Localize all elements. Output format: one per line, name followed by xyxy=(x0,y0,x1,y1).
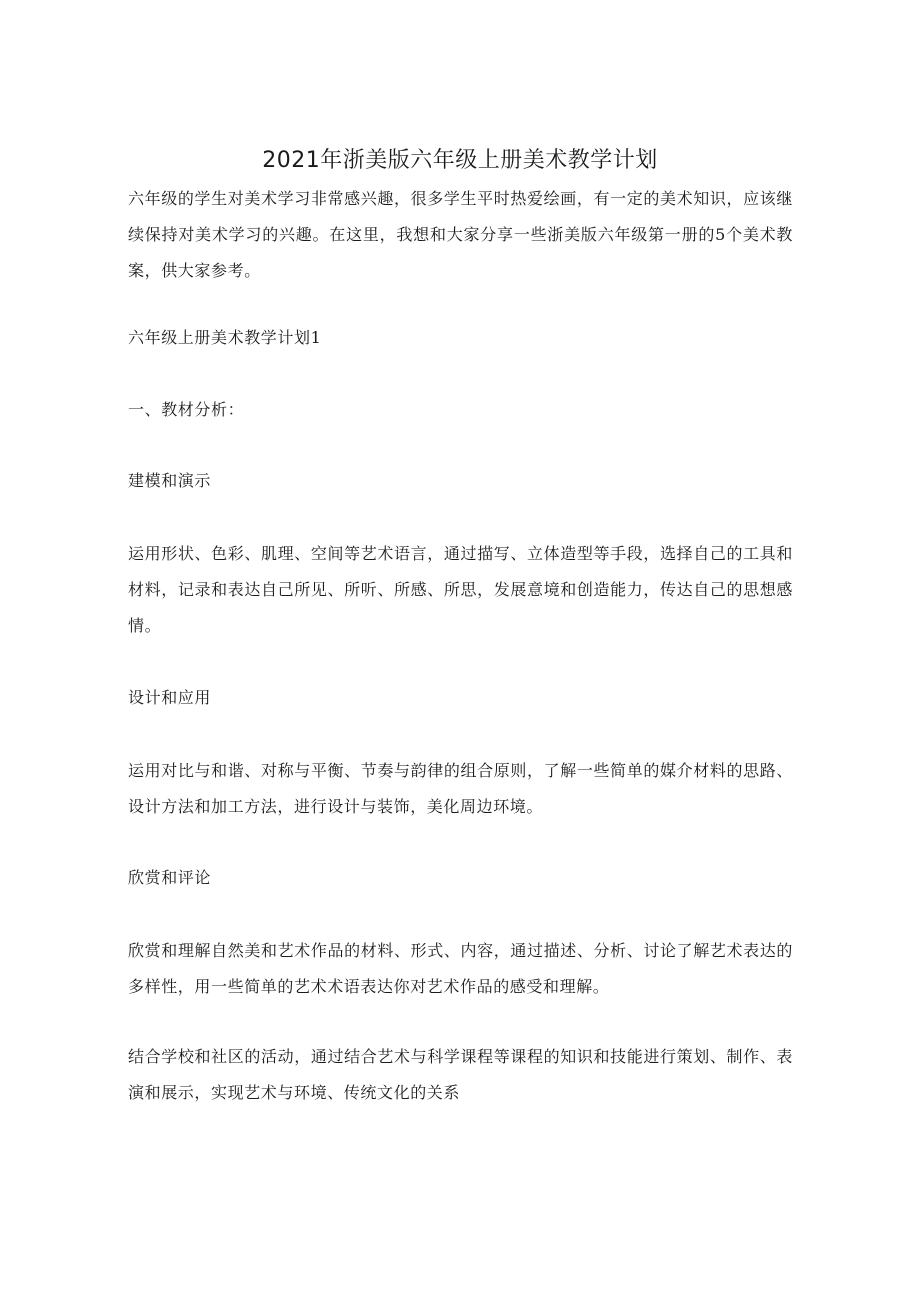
subsection-text-appreciation: 欣赏和理解自然美和艺术作品的材料、形式、内容，通过描述、分析、讨论了解艺术表达的多样性，用一些简单的艺术术语表达你对艺术作品的感受和理解。 xyxy=(128,941,793,996)
closing-paragraph: 结合学校和社区的活动，通过结合艺术与科学课程等课程的知识和技能进行策划、制作、表演和展示，实现艺术与环境、传统文化的关系 xyxy=(128,1047,793,1102)
subsection-heading-appreciation: 欣赏和评论 xyxy=(128,868,212,887)
subsection-heading-design: 设计和应用 xyxy=(128,688,212,707)
plan-heading: 六年级上册美术教学计划1 xyxy=(128,328,322,347)
subsection-heading-modeling: 建模和演示 xyxy=(128,471,212,490)
subsection-text-design: 运用对比与和谐、对称与平衡、节奏与韵律的组合原则，了解一些简单的媒介材料的思路、设计方法和加工方法，进行设计与装饰，美化周边环境。 xyxy=(128,761,793,816)
subsection-text-modeling: 运用形状、色彩、肌理、空间等艺术语言，通过描写、立体造型等手段，选择自己的工具和材料，记录和表达自己所见、所听、所感、所思，发展意境和创造能力，传达自己的思想感情。 xyxy=(128,544,793,635)
section-heading: 一、教材分析： xyxy=(128,400,245,419)
intro-paragraph: 六年级的学生对美术学习非常感兴趣，很多学生平时热爱绘画，有一定的美术知识，应该继续保持对美术学习的兴趣。在这里，我想和大家分享一些浙美版六年级第一册的5个美术教案，供大家参考。 xyxy=(128,189,793,280)
document-title: 2021年浙美版六年级上册美术教学计划 xyxy=(262,148,658,173)
